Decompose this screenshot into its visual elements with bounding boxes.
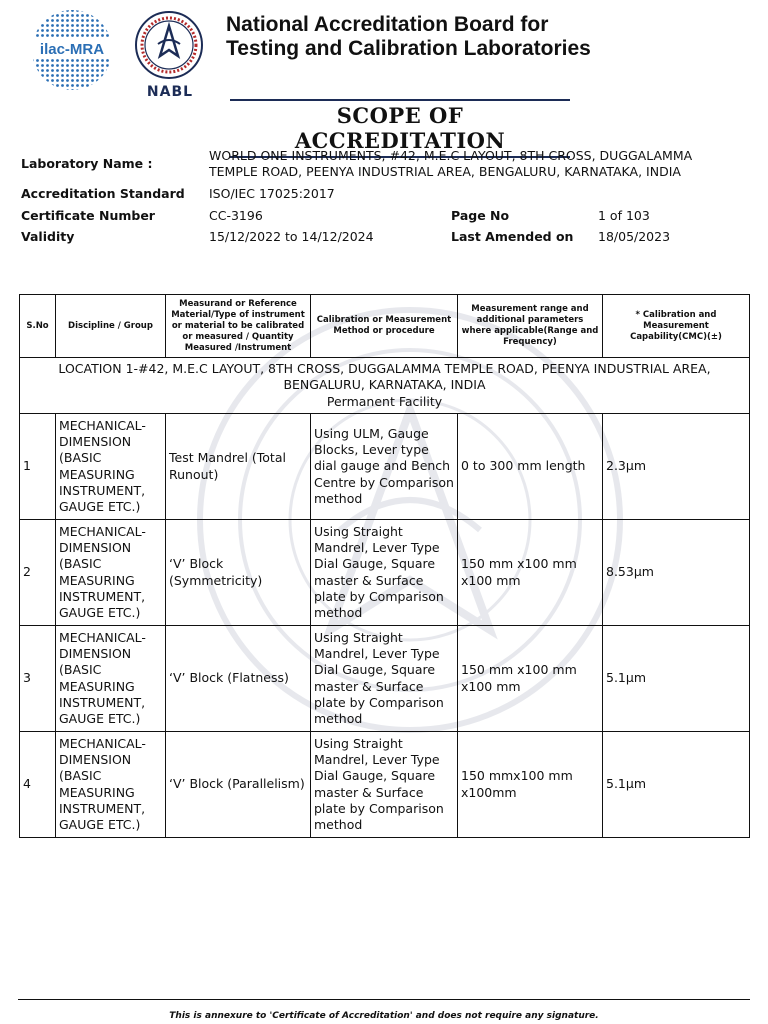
cell-measurand: Test Mandrel (Total Runout)	[166, 414, 311, 520]
table-header-row	[20, 295, 750, 358]
scope-title: SCOPE OF ACCREDITATION	[230, 99, 570, 158]
header-range: Measurement range and additional parameters where applicable(Range and Frequency)	[458, 295, 603, 358]
location-row	[20, 358, 750, 414]
table-row	[20, 520, 750, 626]
table-row	[20, 414, 750, 520]
table-row	[20, 626, 750, 732]
org-title-line2: Testing and Calibration Laboratories	[226, 37, 591, 60]
cell-method: Using ULM, Gauge Blocks, Lever type dial gauge and Bench Centre by Comparison method	[311, 414, 458, 520]
nabl-label: NABL	[146, 84, 194, 100]
cell-discipline: MECHANICAL- DIMENSION (BASIC MEASURING INSTRUMENT, GAUGE ETC.)	[56, 414, 166, 520]
cell-sno: 3	[20, 626, 56, 732]
cell-measurand: ‘V’ Block (Symmetricity)	[166, 520, 311, 626]
amended-value: 18/05/2023	[598, 229, 671, 244]
table-row	[20, 732, 750, 838]
cell-measurand: ‘V’ Block (Flatness)	[166, 626, 311, 732]
cell-discipline: MECHANICAL- DIMENSION (BASIC MEASURING INSTRUMENT, GAUGE ETC.)	[56, 732, 166, 838]
footer-divider	[18, 999, 750, 1000]
cell-cmc: 8.53µm	[603, 520, 750, 626]
org-title-line1: National Accreditation Board for	[226, 13, 549, 36]
amended-label: Last Amended on	[451, 229, 574, 244]
location-cell	[20, 358, 750, 414]
scope-table	[19, 294, 750, 838]
ilac-mra-logo	[30, 8, 114, 92]
validity-label: Validity	[21, 229, 75, 244]
cell-range: 0 to 300 mm length	[458, 414, 603, 520]
cell-sno: 1	[20, 414, 56, 520]
cell-cmc: 2.3µm	[603, 414, 750, 520]
cell-cmc: 5.1µm	[603, 732, 750, 838]
ilac-label: ilac-MRA	[39, 41, 105, 58]
footer-note: This is annexure to 'Certificate of Accreditation' and does not require any signature.	[169, 1011, 599, 1021]
cell-method: Using Straight Mandrel, Lever Type Dial Gauge, Square master & Surface plate by Comparison method	[311, 626, 458, 732]
cert-label: Certificate Number	[21, 208, 155, 223]
cell-measurand: ‘V’ Block (Parallelism)	[166, 732, 311, 838]
header-sno: S.No	[20, 295, 56, 358]
location-line2: BENGALURU, KARNATAKA, INDIA	[283, 377, 486, 393]
lab-name-label: Laboratory Name :	[21, 156, 153, 171]
cell-method: Using Straight Mandrel, Lever Type Dial Gauge, Square master & Surface plate by Comparison method	[311, 732, 458, 838]
cell-sno: 2	[20, 520, 56, 626]
header-method: Calibration or Measurement Method or procedure	[311, 295, 458, 358]
cell-method: Using Straight Mandrel, Lever Type Dial Gauge, Square master & Surface plate by Comparison method	[311, 520, 458, 626]
lab-name-value	[209, 148, 692, 180]
cell-range: 150 mm x100 mm x100 mm	[458, 520, 603, 626]
location-line1: LOCATION 1-#42, M.E.C LAYOUT, 8TH CROSS, DUGGALAMMA TEMPLE ROAD, PEENYA INDUSTRIAL AREA,	[58, 361, 711, 377]
lab-name-line1: WORLD ONE INSTRUMENTS, #42, M.E.C LAYOUT, 8TH CROSS, DUGGALAMMA	[209, 148, 693, 163]
header-measurand: Measurand or Reference Material/Type of instrument or material to be calibrated or measured / Quantity Measured /Instrument	[166, 295, 311, 358]
standard-value: ISO/IEC 17025:2017	[209, 186, 335, 201]
cell-sno: 4	[20, 732, 56, 838]
lab-name-line2: TEMPLE ROAD, PEENYA INDUSTRIAL AREA, BENGALURU, KARNATAKA, INDIA	[209, 164, 681, 179]
standard-label: Accreditation Standard	[21, 186, 185, 201]
location-line3: Permanent Facility	[326, 393, 443, 409]
page-value: 1 of 103	[598, 208, 650, 223]
cell-discipline: MECHANICAL- DIMENSION (BASIC MEASURING INSTRUMENT, GAUGE ETC.)	[56, 626, 166, 732]
header-discipline: Discipline / Group	[56, 295, 166, 358]
cell-cmc: 5.1µm	[603, 626, 750, 732]
org-title	[226, 13, 591, 61]
cert-value: CC-3196	[209, 208, 263, 223]
nabl-seal-icon	[134, 10, 204, 80]
validity-value: 15/12/2022 to 14/12/2024	[209, 229, 374, 244]
cell-range: 150 mmx100 mm x100mm	[458, 732, 603, 838]
header-cmc: * Calibration and Measurement Capability(CMC)(±)	[603, 295, 750, 358]
cell-discipline: MECHANICAL- DIMENSION (BASIC MEASURING INSTRUMENT, GAUGE ETC.)	[56, 520, 166, 626]
page-label: Page No	[451, 208, 510, 223]
cell-range: 150 mm x100 mm x100 mm	[458, 626, 603, 732]
